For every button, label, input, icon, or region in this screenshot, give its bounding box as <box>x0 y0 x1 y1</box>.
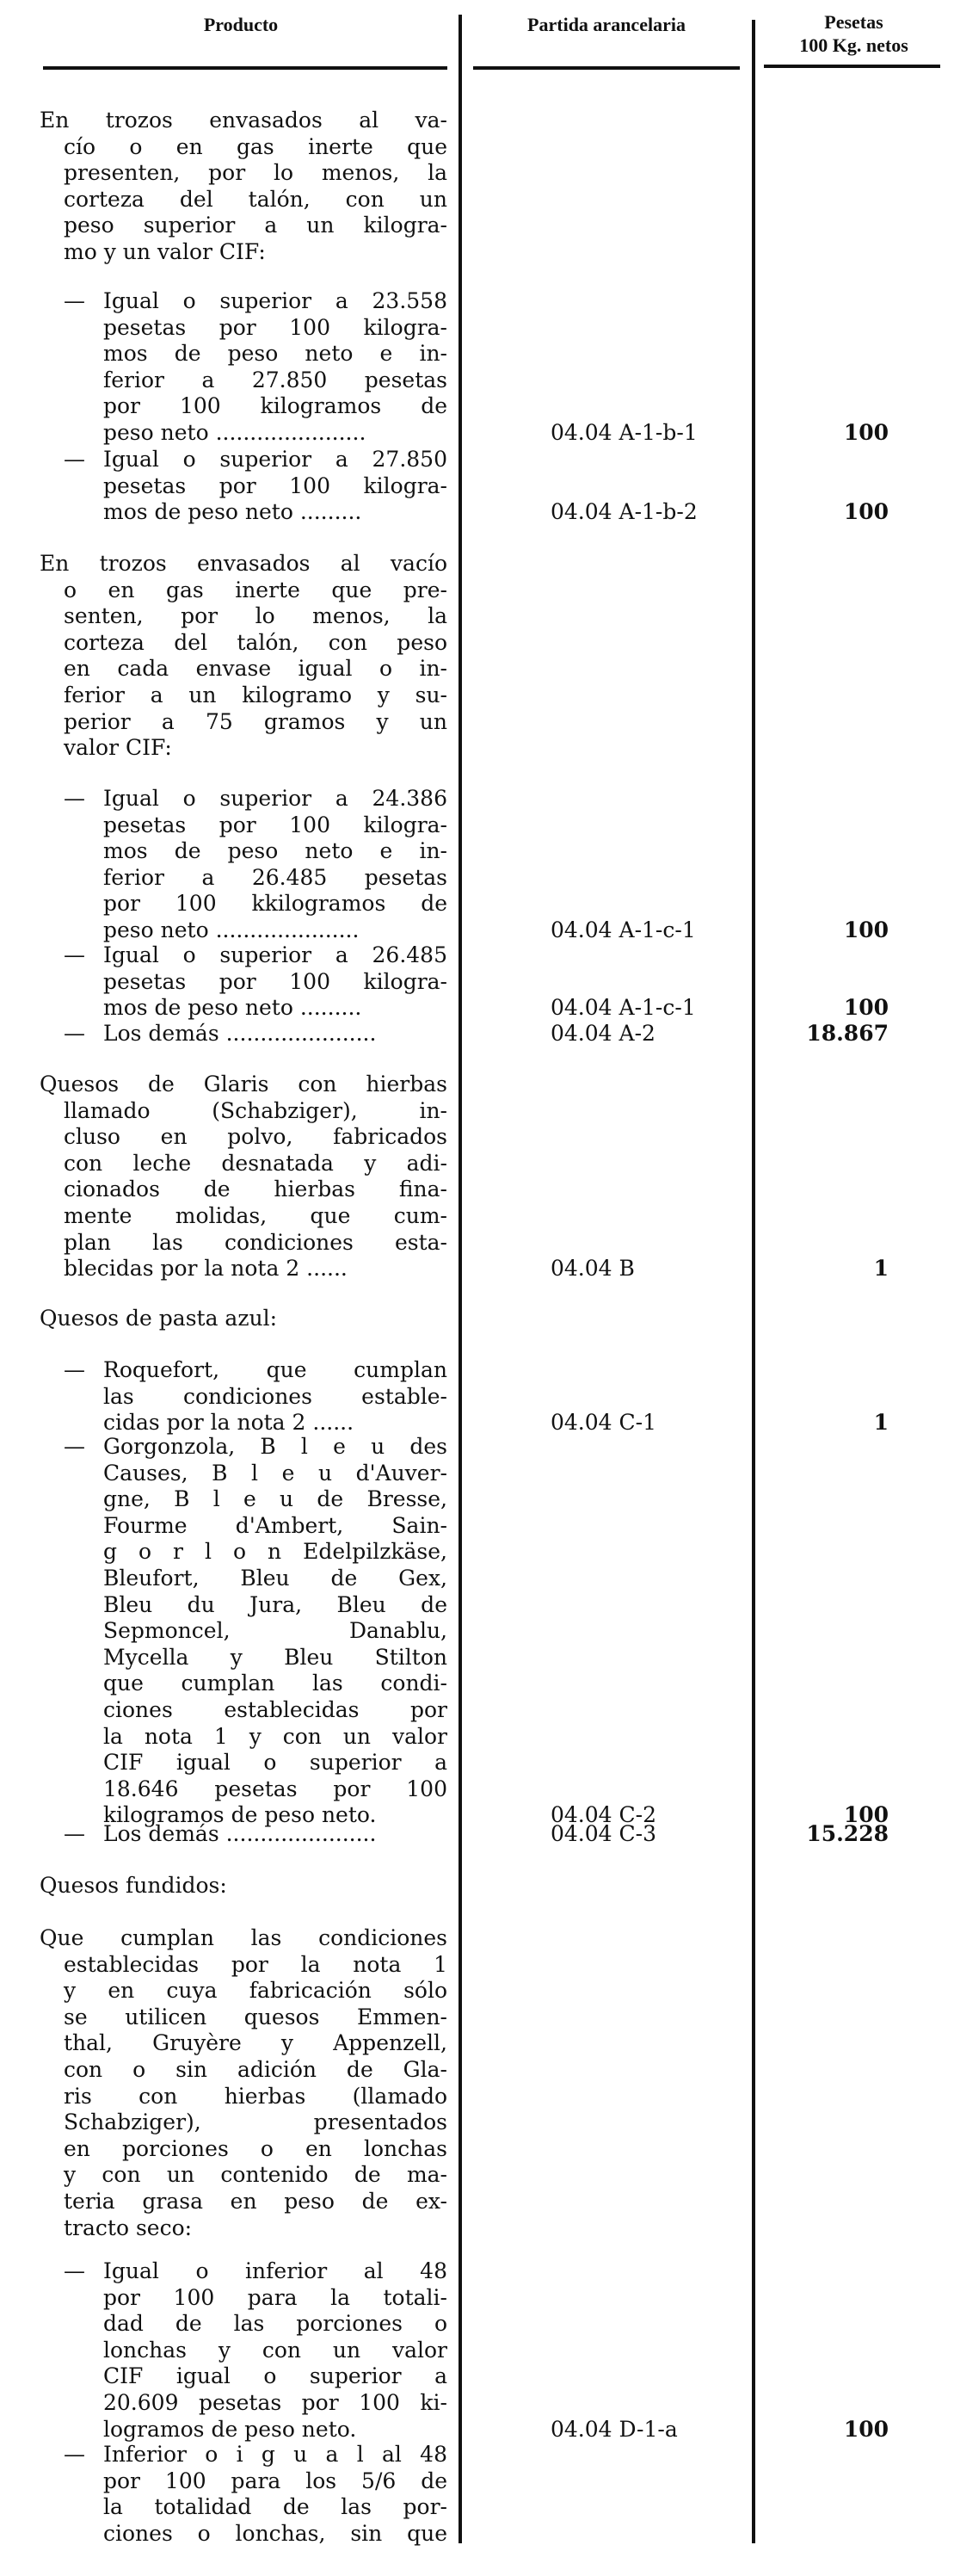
tariff-code: 04.04 C-3 <box>551 1821 656 1846</box>
product-text-line: Quesos de Glaris con hierbas <box>40 1072 447 1096</box>
product-text-line: en cada envase igual o in- <box>64 656 447 682</box>
product-text-line: mos de peso neto ......... <box>103 499 362 525</box>
product-text-line: corteza del talón, con un <box>64 186 447 212</box>
product-text-line: valor CIF: <box>64 735 172 761</box>
product-text-line: o en gas inerte que pre- <box>64 577 447 602</box>
product-text-line: gne, B l e u de Bresse, <box>103 1486 447 1512</box>
product-text-line: dad de las porciones o <box>103 2311 447 2337</box>
tariff-code: 04.04 D-1-a <box>551 2416 678 2442</box>
dash-bullet: — <box>64 1021 85 1046</box>
product-text-line: por 100 para los 5/6 de <box>103 2468 447 2493</box>
product-text-line: Bleu du Jura, Bleu de <box>103 1591 447 1617</box>
column-header-partida: Partida arancelaria <box>527 14 686 35</box>
product-text-line: Igual o superior a 27.850 <box>103 447 447 472</box>
product-text-line: g o r l o n Edelpilzkäse, <box>103 1539 447 1565</box>
product-text-line: thal, Gruyère y Appenzell, <box>64 2030 447 2056</box>
dash-bullet: — <box>64 942 85 967</box>
dash-bullet: — <box>64 2258 85 2283</box>
pesetas-value: 15.228 <box>806 1821 889 1846</box>
product-text-line: Schabziger), presentados <box>64 2110 447 2135</box>
product-text-line: mos de peso neto ......... <box>103 995 362 1021</box>
product-text-line: plan las condiciones esta- <box>64 1229 447 1255</box>
column-divider <box>752 20 755 2543</box>
dash-bullet: — <box>64 447 85 472</box>
header-rule <box>473 66 740 70</box>
dash-bullet: — <box>64 1357 85 1382</box>
product-text-line: pesetas por 100 kilogra- <box>103 968 447 994</box>
product-text-line: ris con hierbas (llamado <box>64 2083 447 2109</box>
pesetas-value: 100 <box>843 995 889 1021</box>
section-heading: Quesos fundidos: <box>40 1873 227 1898</box>
section-heading: Quesos de pasta azul: <box>40 1306 278 1331</box>
product-text-line: mos de peso neto e in- <box>103 341 447 367</box>
pesetas-value: 1 <box>873 1410 889 1436</box>
product-text-line: Roquefort, que cumplan <box>103 1357 447 1382</box>
product-text-line: CIF igual o superior a <box>103 2363 447 2389</box>
dash-bullet: — <box>64 1821 85 1846</box>
product-text-line: y en cuya fabricación sólo <box>64 1978 447 2004</box>
column-header-pesetas-unit: 100 Kg. netos <box>799 34 908 56</box>
tariff-code: 04.04 C-2 <box>551 1802 656 1828</box>
product-text-line: Los demás ...................... <box>103 1021 377 1046</box>
product-text-line: Igual o inferior al 48 <box>103 2258 447 2283</box>
product-text-line: Fourme d'Ambert, Sain- <box>103 1512 447 1538</box>
column-header-pesetas: Pesetas <box>824 11 883 33</box>
product-text-line: Inferior o i g u a l al 48 <box>103 2442 447 2467</box>
tariff-code: 04.04 A-1-c-1 <box>551 995 696 1021</box>
product-text-line: mente molidas, que cum- <box>64 1203 447 1228</box>
pesetas-value: 100 <box>843 1802 889 1828</box>
column-header-producto: Producto <box>203 14 279 35</box>
tariff-code: 04.04 A-2 <box>551 1021 655 1046</box>
dash-bullet: — <box>64 288 85 313</box>
pesetas-value: 18.867 <box>806 1021 889 1046</box>
product-text-line: pesetas por 100 kilogra- <box>103 812 447 837</box>
product-text-line: logramos de peso neto. <box>103 2416 357 2442</box>
pesetas-value: 1 <box>873 1256 889 1282</box>
product-text-line: Igual o superior a 26.485 <box>103 942 447 967</box>
product-text-line: la totalidad de las por- <box>103 2494 447 2520</box>
product-text-line: se utilicen quesos Emmen- <box>64 2004 447 2029</box>
product-text-line: y con un contenido de ma- <box>64 2162 447 2188</box>
product-text-line: teria grasa en peso de ex- <box>64 2189 447 2214</box>
product-text-line: ferior a 27.850 pesetas <box>103 367 447 392</box>
dash-bullet: — <box>64 2442 85 2467</box>
dash-bullet: — <box>64 1434 85 1459</box>
product-text-line: pesetas por 100 kilogra- <box>103 314 447 340</box>
column-divider <box>459 15 462 2543</box>
product-text-line: las condiciones estable- <box>103 1383 447 1409</box>
product-text-line: cluso en polvo, fabricados <box>64 1124 447 1150</box>
product-text-line: cío o en gas inerte que <box>64 133 447 159</box>
product-text-line: senten, por lo menos, la <box>64 603 447 629</box>
product-text-line: pesetas por 100 kilogra- <box>103 473 447 498</box>
pesetas-value: 100 <box>843 499 889 525</box>
product-text-line: por 100 para la totali- <box>103 2284 447 2310</box>
product-text-line: perior a 75 gramos y un <box>64 708 447 734</box>
tariff-code: 04.04 A-1-c-1 <box>551 917 696 942</box>
product-text-line: ciones establecidas por <box>103 1697 447 1722</box>
product-text-line: Causes, B l e u d'Auver- <box>103 1460 447 1486</box>
product-text-line: corteza del talón, con peso <box>64 629 447 655</box>
tariff-code: 04.04 C-1 <box>551 1410 656 1436</box>
product-text-line: presenten, por lo menos, la <box>64 160 447 186</box>
product-text-line: 20.609 pesetas por 100 ki- <box>103 2390 447 2415</box>
tariff-code: 04.04 A-1-b-1 <box>551 420 698 445</box>
header-rule <box>764 65 940 68</box>
product-text-line: mo y un valor CIF: <box>64 239 266 264</box>
pesetas-value: 100 <box>843 2416 889 2442</box>
product-text-line: CIF igual o superior a <box>103 1750 447 1776</box>
product-text-line: Que cumplan las condiciones <box>40 1925 447 1950</box>
product-text-line: lonchas y con un valor <box>103 2337 447 2363</box>
dash-bullet: — <box>64 786 85 811</box>
pesetas-value: 100 <box>843 420 889 445</box>
product-text-line: En trozos envasados al vacío <box>40 551 447 576</box>
product-text-line: Sepmoncel, Danablu, <box>103 1618 447 1644</box>
product-text-line: por 100 kilogramos de <box>103 393 447 419</box>
product-text-line: con leche desnatada y adi- <box>64 1150 447 1176</box>
tariff-code: 04.04 A-1-b-2 <box>551 499 698 525</box>
product-text-line: mos de peso neto e in- <box>103 838 447 864</box>
product-text-line: kilogramos de peso neto. <box>103 1802 377 1828</box>
product-text-line: con o sin adición de Gla- <box>64 2057 447 2082</box>
product-text-line: Mycella y Bleu Stilton <box>103 1644 447 1670</box>
tariff-code: 04.04 B <box>551 1256 635 1282</box>
product-text-line: ferior a un kilogramo y su- <box>64 683 447 707</box>
product-text-line: ferior a 26.485 pesetas <box>103 864 447 890</box>
product-text-line: la nota 1 y con un valor <box>103 1723 447 1749</box>
product-text-line: ciones o lonchas, sin que <box>103 2520 447 2546</box>
product-text-line: Gorgonzola, B l e u des <box>103 1434 447 1459</box>
product-text-line: 18.646 pesetas por 100 <box>103 1776 447 1801</box>
product-text-line: blecidas por la nota 2 ...... <box>64 1256 348 1282</box>
product-text-line: establecidas por la nota 1 <box>64 1951 447 1977</box>
product-text-line: cidas por la nota 2 ...... <box>103 1410 354 1436</box>
product-text-line: cionados de hierbas fina- <box>64 1177 447 1202</box>
product-text-line: tracto seco: <box>64 2215 193 2240</box>
product-text-line: peso neto ...................... <box>103 420 366 445</box>
product-text-line: Igual o superior a 24.386 <box>103 786 447 811</box>
product-text-line: peso neto ..................... <box>103 917 360 942</box>
product-text-line: En trozos envasados al va- <box>40 108 447 133</box>
product-text-line: Los demás ...................... <box>103 1821 377 1846</box>
product-text-line: en porciones o en lonchas <box>64 2135 447 2161</box>
product-text-line: Bleufort, Bleu de Gex, <box>103 1566 447 1591</box>
product-text-line: llamado (Schabziger), in- <box>64 1097 447 1123</box>
product-text-line: por 100 kkilogramos de <box>103 891 447 917</box>
header-rule <box>43 66 447 70</box>
product-text-line: peso superior a un kilogra- <box>64 213 447 238</box>
product-text-line: que cumplan las condi- <box>103 1671 447 1696</box>
pesetas-value: 100 <box>843 917 889 942</box>
product-text-line: Igual o superior a 23.558 <box>103 288 447 313</box>
